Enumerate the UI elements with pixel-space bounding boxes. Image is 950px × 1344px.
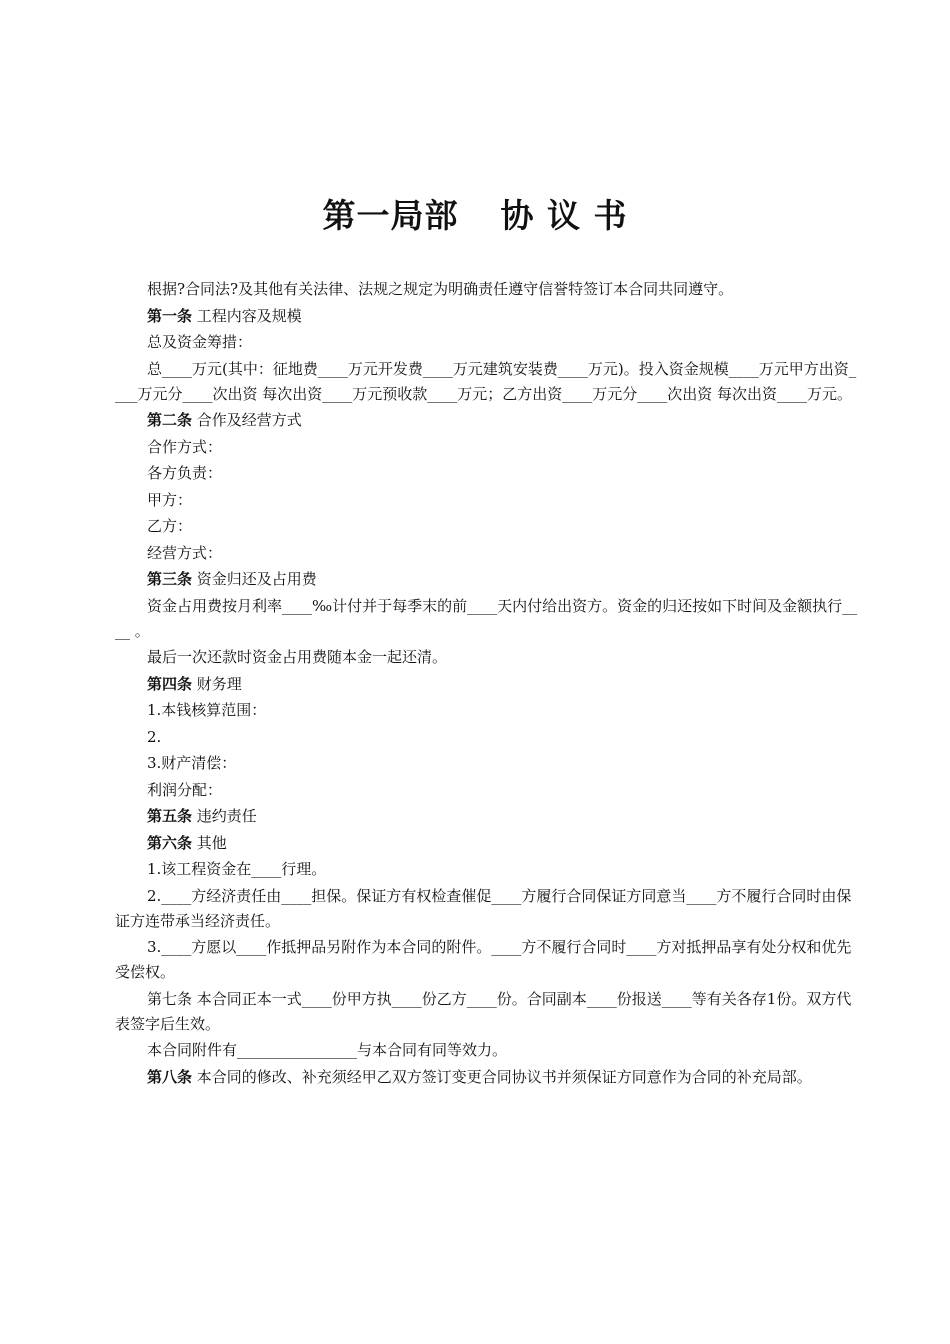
paragraph: 1.该工程资金在____行理。: [147, 860, 327, 878]
paragraph: 根据?合同法?及其他有关法律、法规之规定为明确责任遵守信誉特签订本合同共同遵守。: [147, 280, 734, 298]
title-part1: 第一局部: [322, 196, 459, 235]
paragraph: 3.____方愿以____作抵押品另附作为本合同的附件。____方不履行合同时____方对抵押品享有处分权和优先受偿权。: [115, 938, 852, 981]
paragraph: 乙方：: [147, 517, 193, 535]
paragraph: 最后一次还款时资金占用费随本金一起还清。: [147, 648, 448, 666]
article-heading: 第五条 违约责任: [147, 807, 257, 825]
paragraph: 利润分配：: [147, 780, 223, 799]
paragraph: 第七条 本合同正本一式____份甲方执____份乙方____份。合同副本____份报送____等有关各存1份。双方代表签字后生效。: [115, 989, 852, 1033]
article-heading: 第二条 合作及经营方式: [147, 411, 302, 429]
document-title: [0, 190, 950, 237]
paragraph: 总____万元(其中：征地费____万元开发费____万元建筑安装费____万元)。投入资金规模____万元甲方出资____万元分____次出资 每次出资____万元预收款____万元；乙方出资____万元分____次出资 每次出资____万元。: [115, 359, 857, 403]
article-heading: 第六条 其他: [147, 833, 227, 852]
paragraph: 总及资金筹措：: [147, 333, 253, 351]
paragraph: 甲方：: [147, 490, 193, 509]
article-heading: 第三条 资金归还及占用费: [147, 570, 317, 588]
paragraph: 2.: [147, 727, 162, 746]
article-heading: 第八条 本合同的修改、补充须经甲乙双方签订变更合同协议书并须保证方同意作为合同的补充局部。: [147, 1067, 812, 1086]
paragraph: 本合同附件有________________与本合同有同等效力。: [147, 1041, 508, 1059]
article-heading: 第四条 财务理: [147, 674, 242, 693]
paragraph: 1.本钱核算范围：: [147, 701, 267, 719]
article-heading: 第一条 工程内容及规模: [147, 306, 302, 325]
paragraph: 2.____方经济责任由____担保。保证方有权检查催促____方履行合同保证方同意当____方不履行合同时由保证方连带承当经济责任。: [115, 886, 852, 930]
paragraph: 合作方式：: [147, 437, 223, 456]
paragraph: 资金占用费按月利率____‰计付并于每季末的前____天内付给出资方。资金的归还按如下时间及金额执行____ 。: [115, 596, 858, 640]
paragraph: 经营方式：: [147, 543, 223, 562]
title-part2: 协 议 书: [500, 196, 628, 235]
document-body: [115, 277, 860, 1091]
paragraph: 3.财产清偿：: [147, 754, 237, 772]
paragraph: 各方负责：: [147, 464, 223, 482]
